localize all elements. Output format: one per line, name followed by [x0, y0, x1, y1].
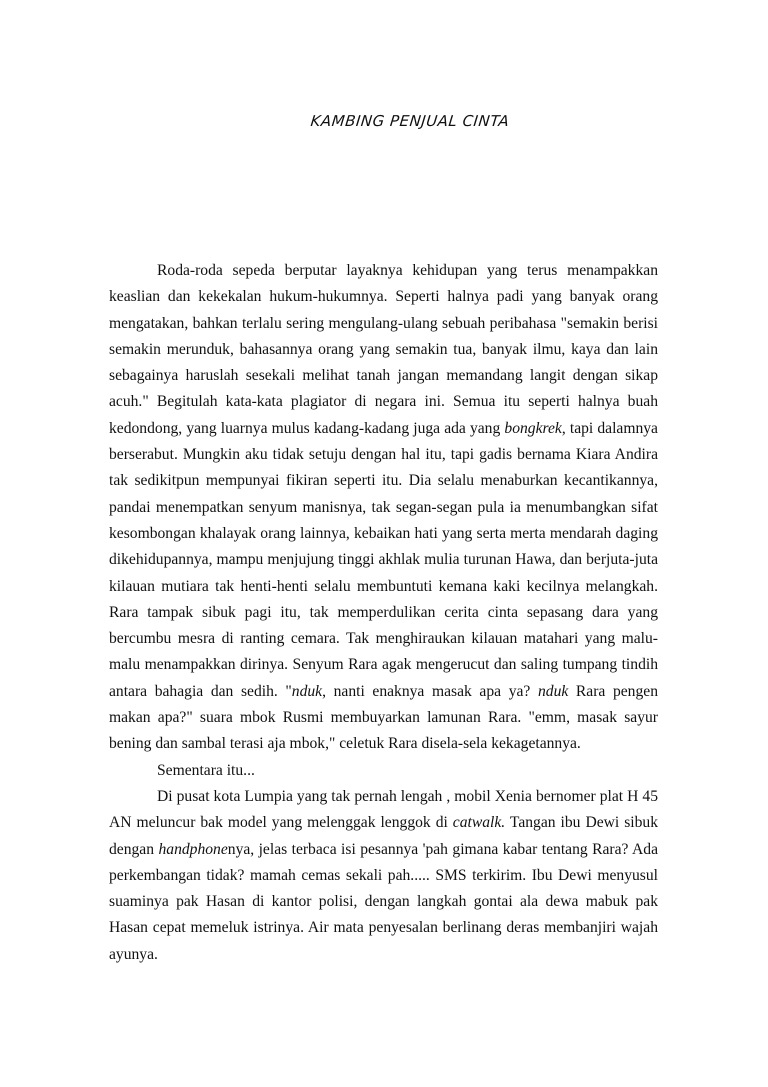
paragraph — [109, 258, 658, 758]
text-segment: Rara pengen makan apa?" suara mbok Rusmi membuyarkan lamunan Rara. "emm, masak sayur bening dan sambal terasi aja mbok," celetuk Rara disela-sela kekagetannya. — [109, 682, 658, 753]
text-segment-italic: bongkrek — [504, 419, 562, 437]
text-segment-italic: nduk — [291, 682, 323, 700]
document-body — [109, 258, 658, 968]
paragraph — [109, 784, 658, 968]
text-segment: Roda-roda sepeda berputar layaknya kehidupan yang terus menampakkan keaslian dan kekekalan hukum-hukumnya. Seperti halnya padi yang banyak orang mengatakan, bahkan terlalu sering mengulang-ulang sebuah peribahasa "semakin berisi semakin merunduk, bahasannya orang yang semakin tua, banyak ilmu, kaya dan lain sebagainya haruslah sesekali melihat tanah jangan memandang langit dengan sikap acuh." Begitulah kata-kata plagiator di negara ini. Semua itu seperti halnya buah kedondong, yang luarnya mulus kadang-kadang juga ada yang — [109, 262, 658, 437]
text-segment-italic: nduk — [537, 682, 569, 700]
text-segment: nya, jelas terbaca isi pesannya 'pah gimana kabar tentang Rara? Ada perkembangan tidak? mamah cemas sekali pah..... SMS terkirim. Ibu Dewi menyusul suaminya pak Hasan di kantor polisi, dengan langkah gontai ala dewa mabuk pak Hasan cepat memeluk istrinya. Air mata penyesalan berlinang deras membanjiri wajah ayunya. — [109, 840, 658, 963]
text-segment-italic: catwalk. — [452, 814, 506, 832]
text-segment: Tangan ibu Dewi sibuk dengan — [109, 814, 658, 858]
text-segment: Di pusat kota Lumpia yang tak pernah lengah , mobil Xenia bernomer plat H 45 AN meluncur bak model yang melenggak lenggok di — [109, 787, 658, 832]
text-segment: Sementara itu... — [157, 761, 255, 779]
text-segment-italic: handphone — [158, 840, 228, 858]
paragraph — [109, 758, 658, 784]
text-segment: , nanti enaknya masak apa ya? — [322, 682, 538, 700]
document-title: KAMBING PENJUAL CINTA — [309, 112, 511, 130]
text-segment: , tapi dalamnya berserabut. Mungkin aku tidak setuju dengan hal itu, tapi gadis bernama Kiara Andira tak sedikitpun mempunyai fikiran seperti itu. Dia selalu menaburkan kecantikannya, pandai menempatkan senyum manisnya, tak segan-segan pula ia menumbangkan sifat kesombongan khalayak orang lainnya, kebaikan hati yang serta merta mendarah daging dikehidupannya, mampu menjujung tinggi akhlak mulia turunan Hawa, dan berjuta-juta kilauan mutiara tak henti-henti selalu membuntuti kemana kaki kecilnya melangkah. Rara tampak sibuk pagi itu, tak memperdulikan cerita cinta sepasang dara yang bercumbu mesra di ranting cemara. Tak menghiraukan kilauan matahari yang malu-malu menampakkan dirinya. Senyum Rara agak mengerucut dan saling tumpang tindih antara bahagia dan sedih. " — [109, 419, 658, 700]
